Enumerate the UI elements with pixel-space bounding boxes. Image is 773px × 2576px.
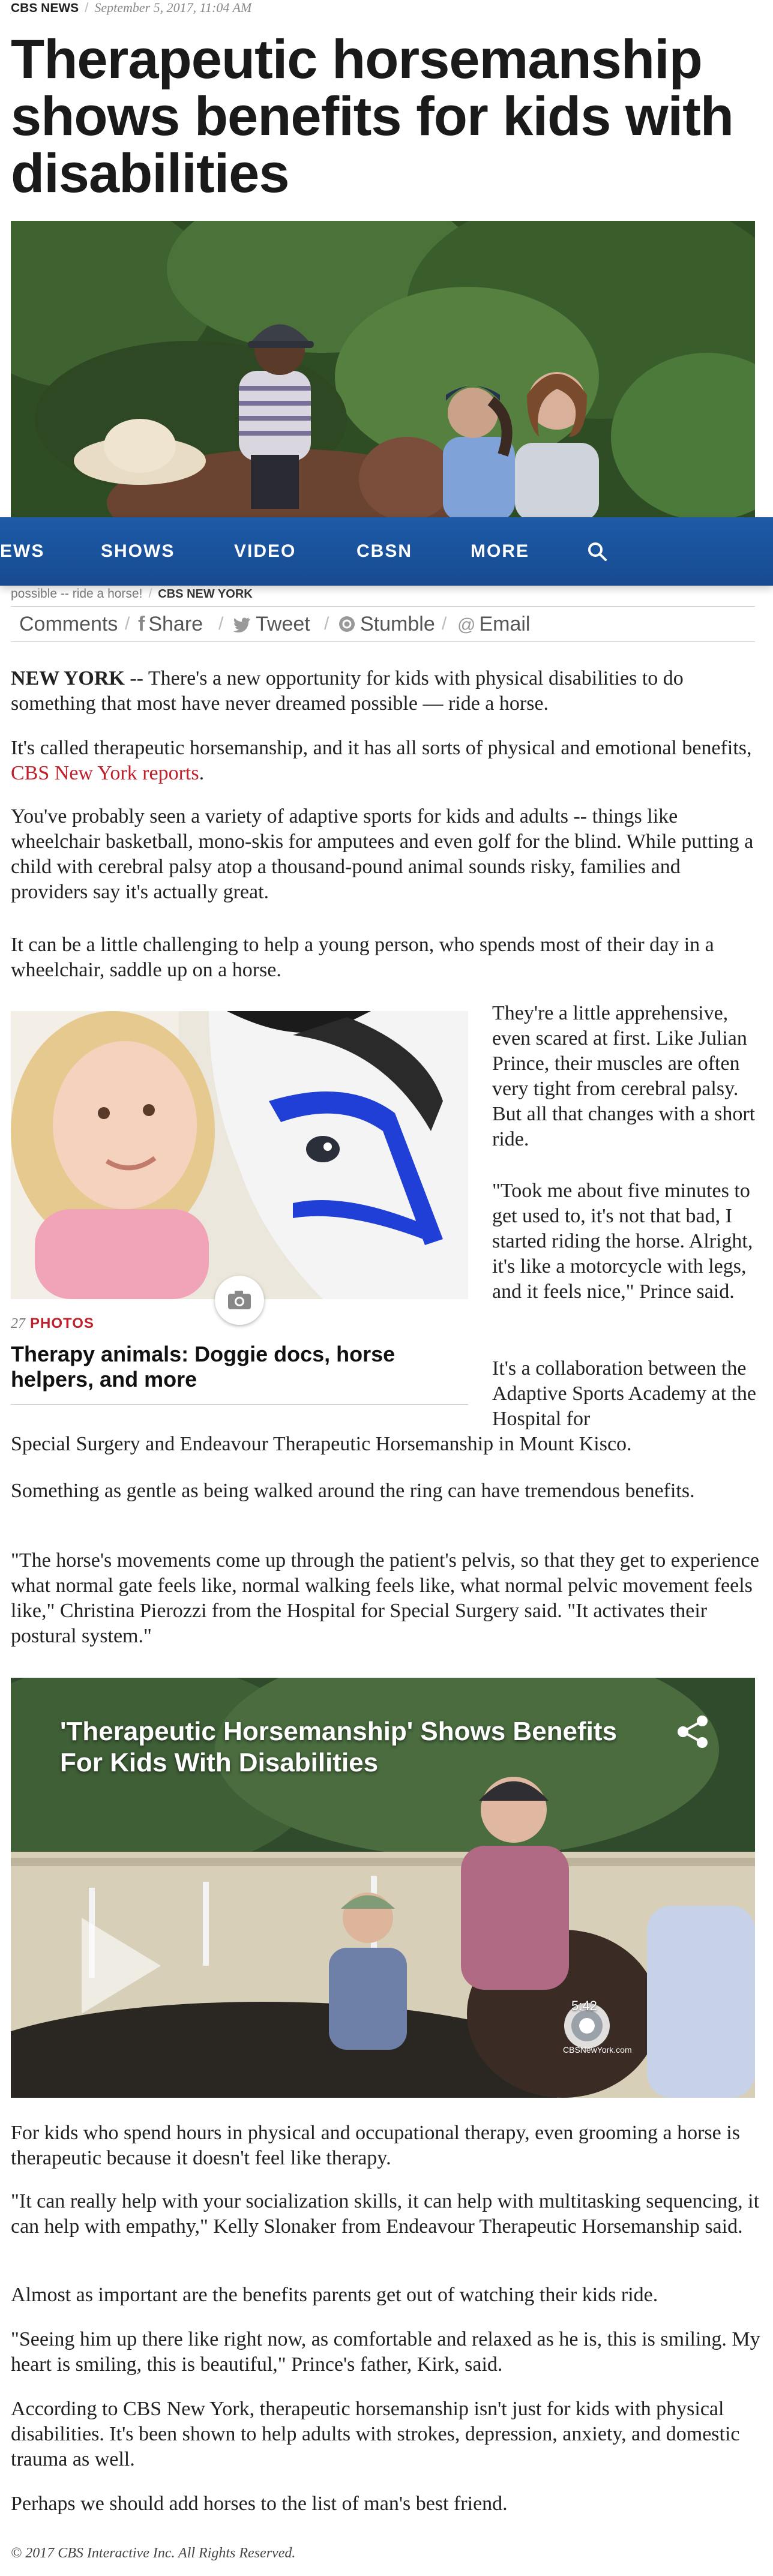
facebook-icon: f: [138, 613, 145, 635]
divider: [11, 1404, 468, 1405]
photos-label: PHOTOS: [30, 1315, 94, 1332]
nav-item-video[interactable]: VIDEO: [234, 541, 296, 561]
article-paragraph: [11, 666, 761, 716]
cbs-new-york-report-link[interactable]: CBS New York reports: [11, 762, 199, 784]
at-icon: @: [457, 615, 476, 635]
nav-item-shows[interactable]: SHOWS: [101, 541, 175, 561]
gallery-title-link[interactable]: Therapy animals: Doggie docs, horse helpers, and more: [11, 1342, 396, 1392]
meta-separator: /: [85, 0, 89, 15]
gallery-photo-count: [11, 1315, 94, 1332]
share-bar: [11, 606, 755, 642]
tweet-button[interactable]: [233, 607, 310, 641]
email-button[interactable]: [457, 607, 531, 641]
article-paragraph: You've probably seen a variety of adaptive sports for kids and adults -- things like wheelchair basketball, mono-skis for amputees and even golf for the blind. While putting a child with cerebral palsy atop a thousand-pound animal sounds risky, families and providers say it's actually great.: [11, 805, 754, 903]
comments-link[interactable]: Comments: [19, 613, 118, 635]
paragraph-text: -- There's a new opportunity for kids with physical disabilities to do something that most have never dreamed possible — ride a horse.: [11, 667, 684, 715]
caption-separator: /: [148, 587, 152, 601]
caption-credit: CBS NEW YORK: [158, 587, 253, 601]
article-paragraph: They're a little apprehensive, even scared at first. Like Julian Prince, their muscles are often very tight from cerebral palsy. But all that changes with a short ride.: [492, 1002, 756, 1150]
share-facebook-button[interactable]: [138, 607, 203, 641]
article-paragraph: "It can really help with your socialization skills, it can help with multitasking sequencing, it can help with empathy," Kelly Slonaker from Endeavour Therapeutic Horsemanship said.: [11, 2190, 760, 2238]
paragraph-text: It's called therapeutic horsemanship, and it has all sorts of physical and emotional benefits,: [11, 737, 752, 759]
article-paragraph: Special Surgery and Endeavour Therapeutic Horsemanship in Mount Kisco.: [11, 1433, 632, 1455]
nav-item-more[interactable]: MORE: [471, 541, 529, 561]
article-paragraph: Perhaps we should add horses to the list of man's best friend.: [11, 2493, 508, 2515]
tweet-label: Tweet: [256, 613, 310, 635]
source-label[interactable]: CBS NEWS: [11, 1, 79, 15]
video-title[interactable]: 'Therapeutic Horsemanship' Shows Benefits For Kids With Disabilities: [60, 1717, 618, 1777]
article-headline: Therapeutic horsemanship shows benefits for kids with disabilities: [11, 29, 733, 204]
camera-icon[interactable]: [215, 1276, 264, 1325]
article-paragraph: "Took me about five minutes to get used to, it's not that bad, I started riding the horse. Alright, it's like a motorcycle with legs, and it feels nice," Prince said.: [492, 1180, 753, 1303]
hero-caption: [11, 587, 253, 601]
article-paragraph: Something as gentle as being walked around the ring can have tremendous benefits.: [11, 1480, 695, 1502]
video-logo-url: CBSNewYork.com: [563, 2045, 632, 2055]
caption-text: possible -- ride a horse!: [11, 587, 143, 601]
hero-image: [11, 221, 755, 521]
gallery-illustration: [11, 1011, 468, 1299]
article-paragraph: "The horse's movements come up through the patient's pelvis, so that they get to experience what normal gate feels like, normal walking feels like, what normal pelvic movement feels like," Christina Pierozzi from the Hospital for Special Surgery said. "It activates their postural system.": [11, 1549, 759, 1647]
article-paragraph: Almost as important are the benefits parents get out of watching their kids ride.: [11, 2284, 658, 2306]
article-paragraph: [11, 736, 761, 786]
article-paragraph: It can be a little challenging to help a young person, who spends most of their day in a wheelchair, saddle up on a horse.: [11, 934, 714, 981]
stumbleupon-icon: [338, 616, 355, 632]
paragraph-text: .: [199, 762, 205, 784]
share-separator: /: [324, 614, 329, 634]
email-label: Email: [479, 613, 531, 635]
share-separator: /: [442, 614, 447, 634]
stumble-button[interactable]: [338, 607, 435, 641]
article-paragraph: It's a collaboration between the Adaptive Sports Academy at the Hospital for: [492, 1357, 757, 1430]
article-paragraph: "Seeing him up there like right now, as comfortable and relaxed as he is, this is smiling. My heart is smiling, this is beautiful," Prince's father, Kirk, said.: [11, 2328, 760, 2376]
twitter-icon: [233, 617, 251, 632]
article-paragraph: According to CBS New York, therapeutic horsemanship isn't just for kids with physical disabilities. It's been shown to help adults with strokes, depression, anxiety, and domestic trauma as well.: [11, 2398, 740, 2470]
stumble-label: Stumble: [360, 613, 435, 635]
copyright-notice: © 2017 CBS Interactive Inc. All Rights Reserved.: [11, 2545, 296, 2561]
dateline: NEW YORK: [11, 667, 125, 689]
hero-illustration: [11, 221, 755, 521]
gallery-thumbnail[interactable]: [11, 1011, 468, 1299]
share-separator: /: [218, 614, 224, 634]
share-label: Share: [148, 613, 203, 635]
video-timestamp: 5:42: [571, 1998, 597, 2013]
nav-item-cbsn[interactable]: CBSN: [356, 541, 413, 561]
share-separator: /: [125, 614, 130, 634]
nav-item-news[interactable]: EWS: [0, 541, 45, 561]
article-meta: [11, 0, 251, 16]
article-paragraph: For kids who spend hours in physical and occupational therapy, even grooming a horse is therapeutic because it doesn't feel like therapy.: [11, 2122, 740, 2169]
photo-count: 27: [11, 1316, 25, 1332]
publish-date: September 5, 2017, 11:04 AM: [94, 0, 252, 15]
main-nav-bar: [0, 517, 773, 586]
search-icon[interactable]: [587, 541, 607, 563]
